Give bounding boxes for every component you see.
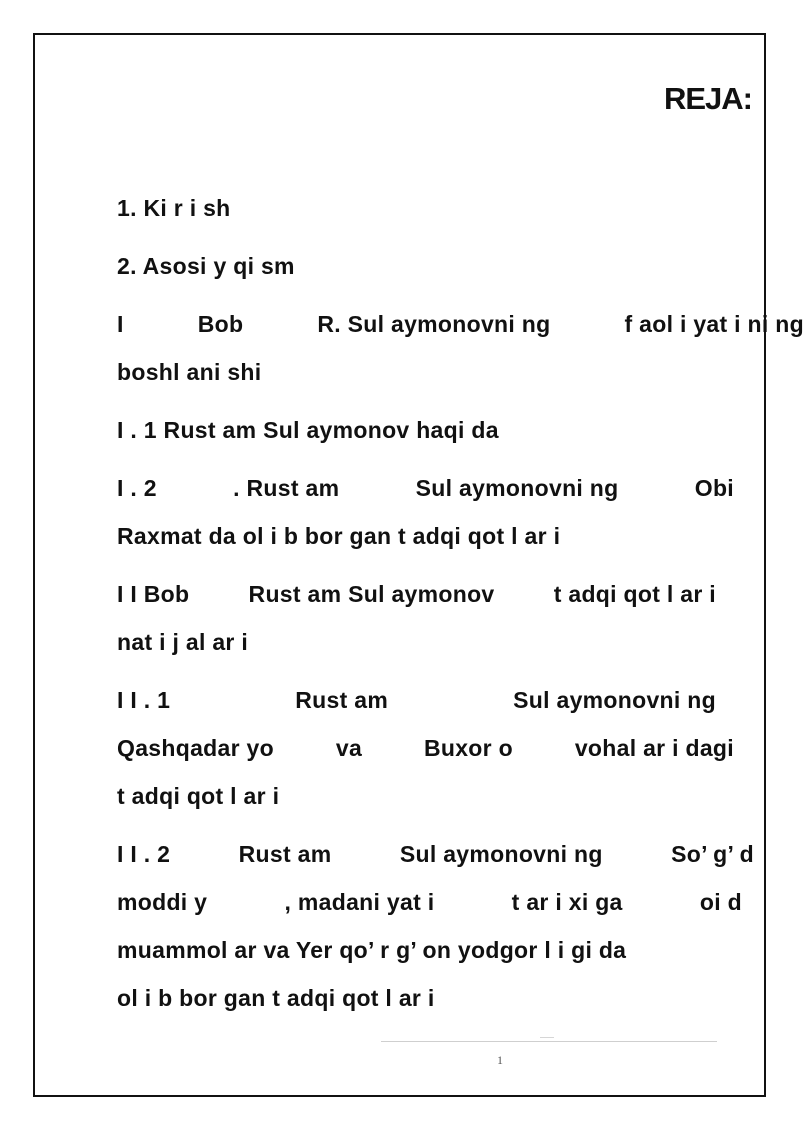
toc-text: moddi y <box>117 889 208 915</box>
toc-item-1-2-line-2: Raxmat da ol i b bor gan t adqi qot l ar i <box>117 523 561 549</box>
toc-text: Buxor o <box>423 735 513 761</box>
toc-text: oi d <box>699 889 742 915</box>
toc-text: vohal ar i dagi <box>574 735 734 761</box>
toc-text: f aol i yat i ni ng <box>624 311 804 337</box>
toc-text: Rust am Sul aymonov <box>248 581 495 607</box>
toc-text: Rust am <box>295 687 389 713</box>
toc-item-2-2-line-1 <box>117 841 754 868</box>
toc-item-2-1-line-2 <box>117 735 734 762</box>
toc-item-bob-2-line-2: nat i j al ar i <box>117 629 249 655</box>
footer-mark <box>540 1037 554 1038</box>
toc-item-kirish: 1. Ki r i sh <box>117 195 231 221</box>
toc-text: va <box>335 735 363 761</box>
toc-text: Rust am <box>238 841 332 867</box>
toc-text: t adqi qot l ar i <box>553 581 716 607</box>
toc-text: . Rust am <box>233 475 340 501</box>
toc-item-2-1-line-1 <box>117 687 716 714</box>
toc-text: Qashqadar yo <box>117 735 274 761</box>
toc-text: So’ g’ d <box>671 841 754 867</box>
footer-divider <box>381 1041 717 1042</box>
toc-item-1-1: I . 1 Rust am Sul aymonov haqi da <box>117 417 499 443</box>
toc-text: I I . 2 <box>117 841 171 867</box>
toc-item-bob-1-line-2: boshl ani shi <box>117 359 262 385</box>
toc-item-1-2-line-1 <box>117 475 734 502</box>
toc-text: Bob <box>197 311 244 337</box>
toc-text: I . 2 <box>117 475 157 501</box>
toc-item-2-2-line-2 <box>117 889 742 916</box>
toc-text: t ar i xi ga <box>511 889 623 915</box>
toc-item-asosiy-qism: 2. Asosi y qi sm <box>117 253 295 279</box>
toc-text: R. Sul aymonovni ng <box>317 311 551 337</box>
page-title: REJA: <box>663 81 752 116</box>
toc-text: I <box>117 311 124 337</box>
toc-text: Sul aymonovni ng <box>513 687 716 713</box>
toc-text: Sul aymonovni ng <box>399 841 603 867</box>
toc-text: I I Bob <box>117 581 190 607</box>
toc-item-2-2-line-3: muammol ar va Yer qo’ r g’ on yodgor l i gi da <box>117 937 627 963</box>
toc-item-bob-2-line-1 <box>117 581 716 608</box>
toc-text: I I . 1 <box>117 687 171 713</box>
toc-text: Sul aymonovni ng <box>415 475 619 501</box>
toc-text: Obi <box>694 475 734 501</box>
page-frame <box>33 33 804 1097</box>
toc-item-bob-1-line-1 <box>117 311 804 338</box>
toc-text: , madani yat i <box>284 889 435 915</box>
page-number: 1 <box>497 1053 503 1067</box>
toc-item-2-2-line-4: ol i b bor gan t adqi qot l ar i <box>117 985 435 1011</box>
toc-item-2-1-line-3: t adqi qot l ar i <box>117 783 280 809</box>
